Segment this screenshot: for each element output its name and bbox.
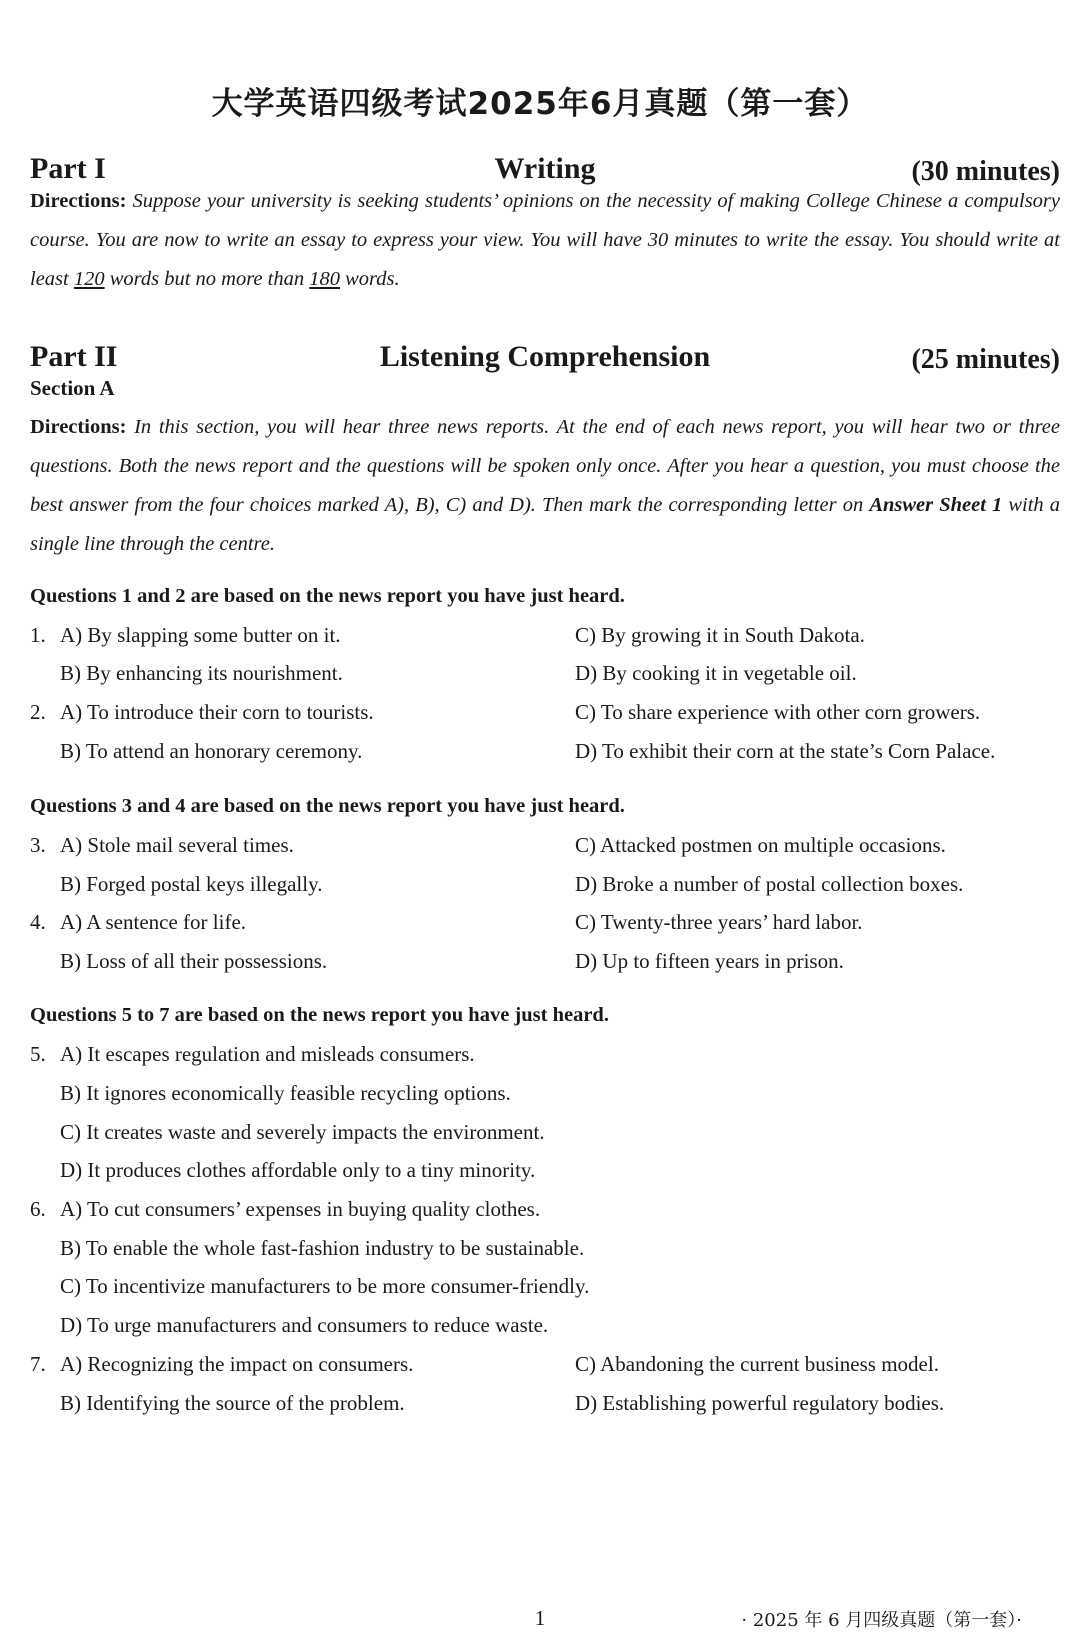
part2-section-label: Section A: [30, 376, 115, 400]
question-4-option-b: B) Loss of all their possessions.: [60, 949, 328, 973]
question-number: 5.: [30, 1042, 46, 1066]
question-5-row-a: [30, 1042, 1060, 1078]
question-6-row-a: [30, 1197, 1060, 1233]
question-2-option-d: D) To exhibit their corn at the state’s Corn Palace.: [575, 739, 996, 763]
question-6-row-d: [30, 1313, 1060, 1349]
question-2-row-bd: [30, 739, 1060, 775]
part2-time: (25 minutes): [911, 344, 1060, 375]
question-4-option-d: D) Up to fifteen years in prison.: [575, 949, 844, 973]
question-2-option-a: A) To introduce their corn to tourists.: [60, 700, 374, 724]
question-group-heading: Questions 1 and 2 are based on the news report you have just heard.: [30, 585, 625, 607]
question-7-option-a: A) Recognizing the impact on consumers.: [60, 1352, 414, 1376]
question-7-option-b: B) Identifying the source of the problem.: [60, 1391, 405, 1415]
part1-directions-text-2: words but no more than: [104, 268, 310, 290]
question-7-row-ac: [30, 1352, 1060, 1388]
question-6-option-d: D) To urge manufacturers and consumers to reduce waste.: [60, 1313, 549, 1337]
question-3-option-c: C) Attacked postmen on multiple occasions.: [575, 833, 946, 857]
question-5-option-b: B) It ignores economically feasible recycling options.: [60, 1081, 511, 1105]
question-2-option-c: C) To share experience with other corn growers.: [575, 700, 981, 724]
question-1-row-ac: [30, 623, 1060, 659]
page-number: 1: [534, 1606, 546, 1630]
question-number: 3.: [30, 833, 46, 857]
question-5-option-a: A) It escapes regulation and misleads consumers.: [60, 1042, 475, 1066]
part1-directions-label: Directions:: [30, 190, 127, 212]
question-6-row-b: [30, 1236, 1060, 1272]
question-4-row-bd: [30, 949, 1060, 985]
part2-directions-text-1: In this section, you will hear three news reports. At the end of each news report, you will hear two or three questions. Both the news report and the questions will be spoken only once. After you hear a question, you must choose the best answer from the four choices marked A), B), C) and D). Then mark the corresponding letter on: [30, 416, 1060, 516]
page-title: 大学英语四级考试2025年6月真题（第一套）: [211, 86, 869, 122]
question-6-option-c: C) To incentivize manufacturers to be more consumer-friendly.: [60, 1274, 590, 1298]
part1-label: Part I: [30, 152, 106, 185]
question-7-option-c: C) Abandoning the current business model.: [575, 1352, 939, 1376]
question-3-row-bd: [30, 872, 1060, 908]
question-1-option-d: D) By cooking it in vegetable oil.: [575, 661, 857, 685]
question-group-heading: Questions 3 and 4 are based on the news report you have just heard.: [30, 795, 625, 817]
question-1-option-c: C) By growing it in South Dakota.: [575, 623, 865, 647]
answer-sheet-label: Answer Sheet 1: [869, 494, 1003, 516]
question-1-option-b: B) By enhancing its nourishment.: [60, 661, 343, 685]
part1-directions: [30, 182, 1060, 299]
question-6-option-b: B) To enable the whole fast-fashion industry to be sustainable.: [60, 1236, 585, 1260]
part2-directions: [30, 408, 1060, 564]
question-4-option-a: A) A sentence for life.: [60, 910, 247, 934]
part1-directions-text-3: words.: [339, 268, 400, 290]
part2-directions-label: Directions:: [30, 416, 127, 438]
question-number: 1.: [30, 623, 46, 647]
question-7-option-d: D) Establishing powerful regulatory bodies.: [575, 1391, 945, 1415]
question-3-row-ac: [30, 833, 1060, 869]
question-5-option-d: D) It produces clothes affordable only to a tiny minority.: [60, 1158, 536, 1182]
question-5-row-d: [30, 1158, 1060, 1194]
part1-time: (30 minutes): [911, 156, 1060, 187]
part2-directions-text-2: with a single line through the centre.: [30, 494, 1060, 555]
question-number: 6.: [30, 1197, 46, 1221]
question-6-option-a: A) To cut consumers’ expenses in buying quality clothes.: [60, 1197, 541, 1221]
question-6-row-c: [30, 1274, 1060, 1310]
question-3-option-a: A) Stole mail several times.: [60, 833, 294, 857]
part2-name: Listening Comprehension: [379, 340, 711, 373]
part1-name: Writing: [494, 152, 596, 185]
question-3-option-d: D) Broke a number of postal collection boxes.: [575, 872, 964, 896]
question-1-row-bd: [30, 661, 1060, 697]
part1-directions-text-1: Suppose your university is seeking students’ opinions on the necessity of making College Chinese a compulsory course. You are now to write an essay to express your view. You will have 30 minutes to write the essay. You should write at least: [30, 190, 1060, 290]
question-number: 2.: [30, 700, 46, 724]
question-2-option-b: B) To attend an honorary ceremony.: [60, 739, 363, 763]
question-4-row-ac: [30, 910, 1060, 946]
question-4-option-c: C) Twenty-three years’ hard labor.: [575, 910, 863, 934]
question-number: 7.: [30, 1352, 46, 1376]
question-group-heading: Questions 5 to 7 are based on the news report you have just heard.: [30, 1004, 609, 1026]
part1-max-words: 180: [309, 268, 340, 290]
question-7-row-bd: [30, 1391, 1060, 1427]
question-2-row-ac: [30, 700, 1060, 736]
part2-header: [30, 340, 1060, 384]
question-5-row-c: [30, 1120, 1060, 1156]
footer-exam-label: · 2025 年 6 月四级真题（第一套）·: [741, 1610, 1022, 1631]
question-5-row-b: [30, 1081, 1060, 1117]
part1-min-words: 120: [73, 268, 105, 290]
question-5-option-c: C) It creates waste and severely impacts the environment.: [60, 1120, 545, 1144]
part2-label: Part II: [30, 340, 118, 373]
question-1-option-a: A) By slapping some butter on it.: [60, 623, 341, 647]
question-3-option-b: B) Forged postal keys illegally.: [60, 872, 323, 896]
question-number: 4.: [30, 910, 46, 934]
